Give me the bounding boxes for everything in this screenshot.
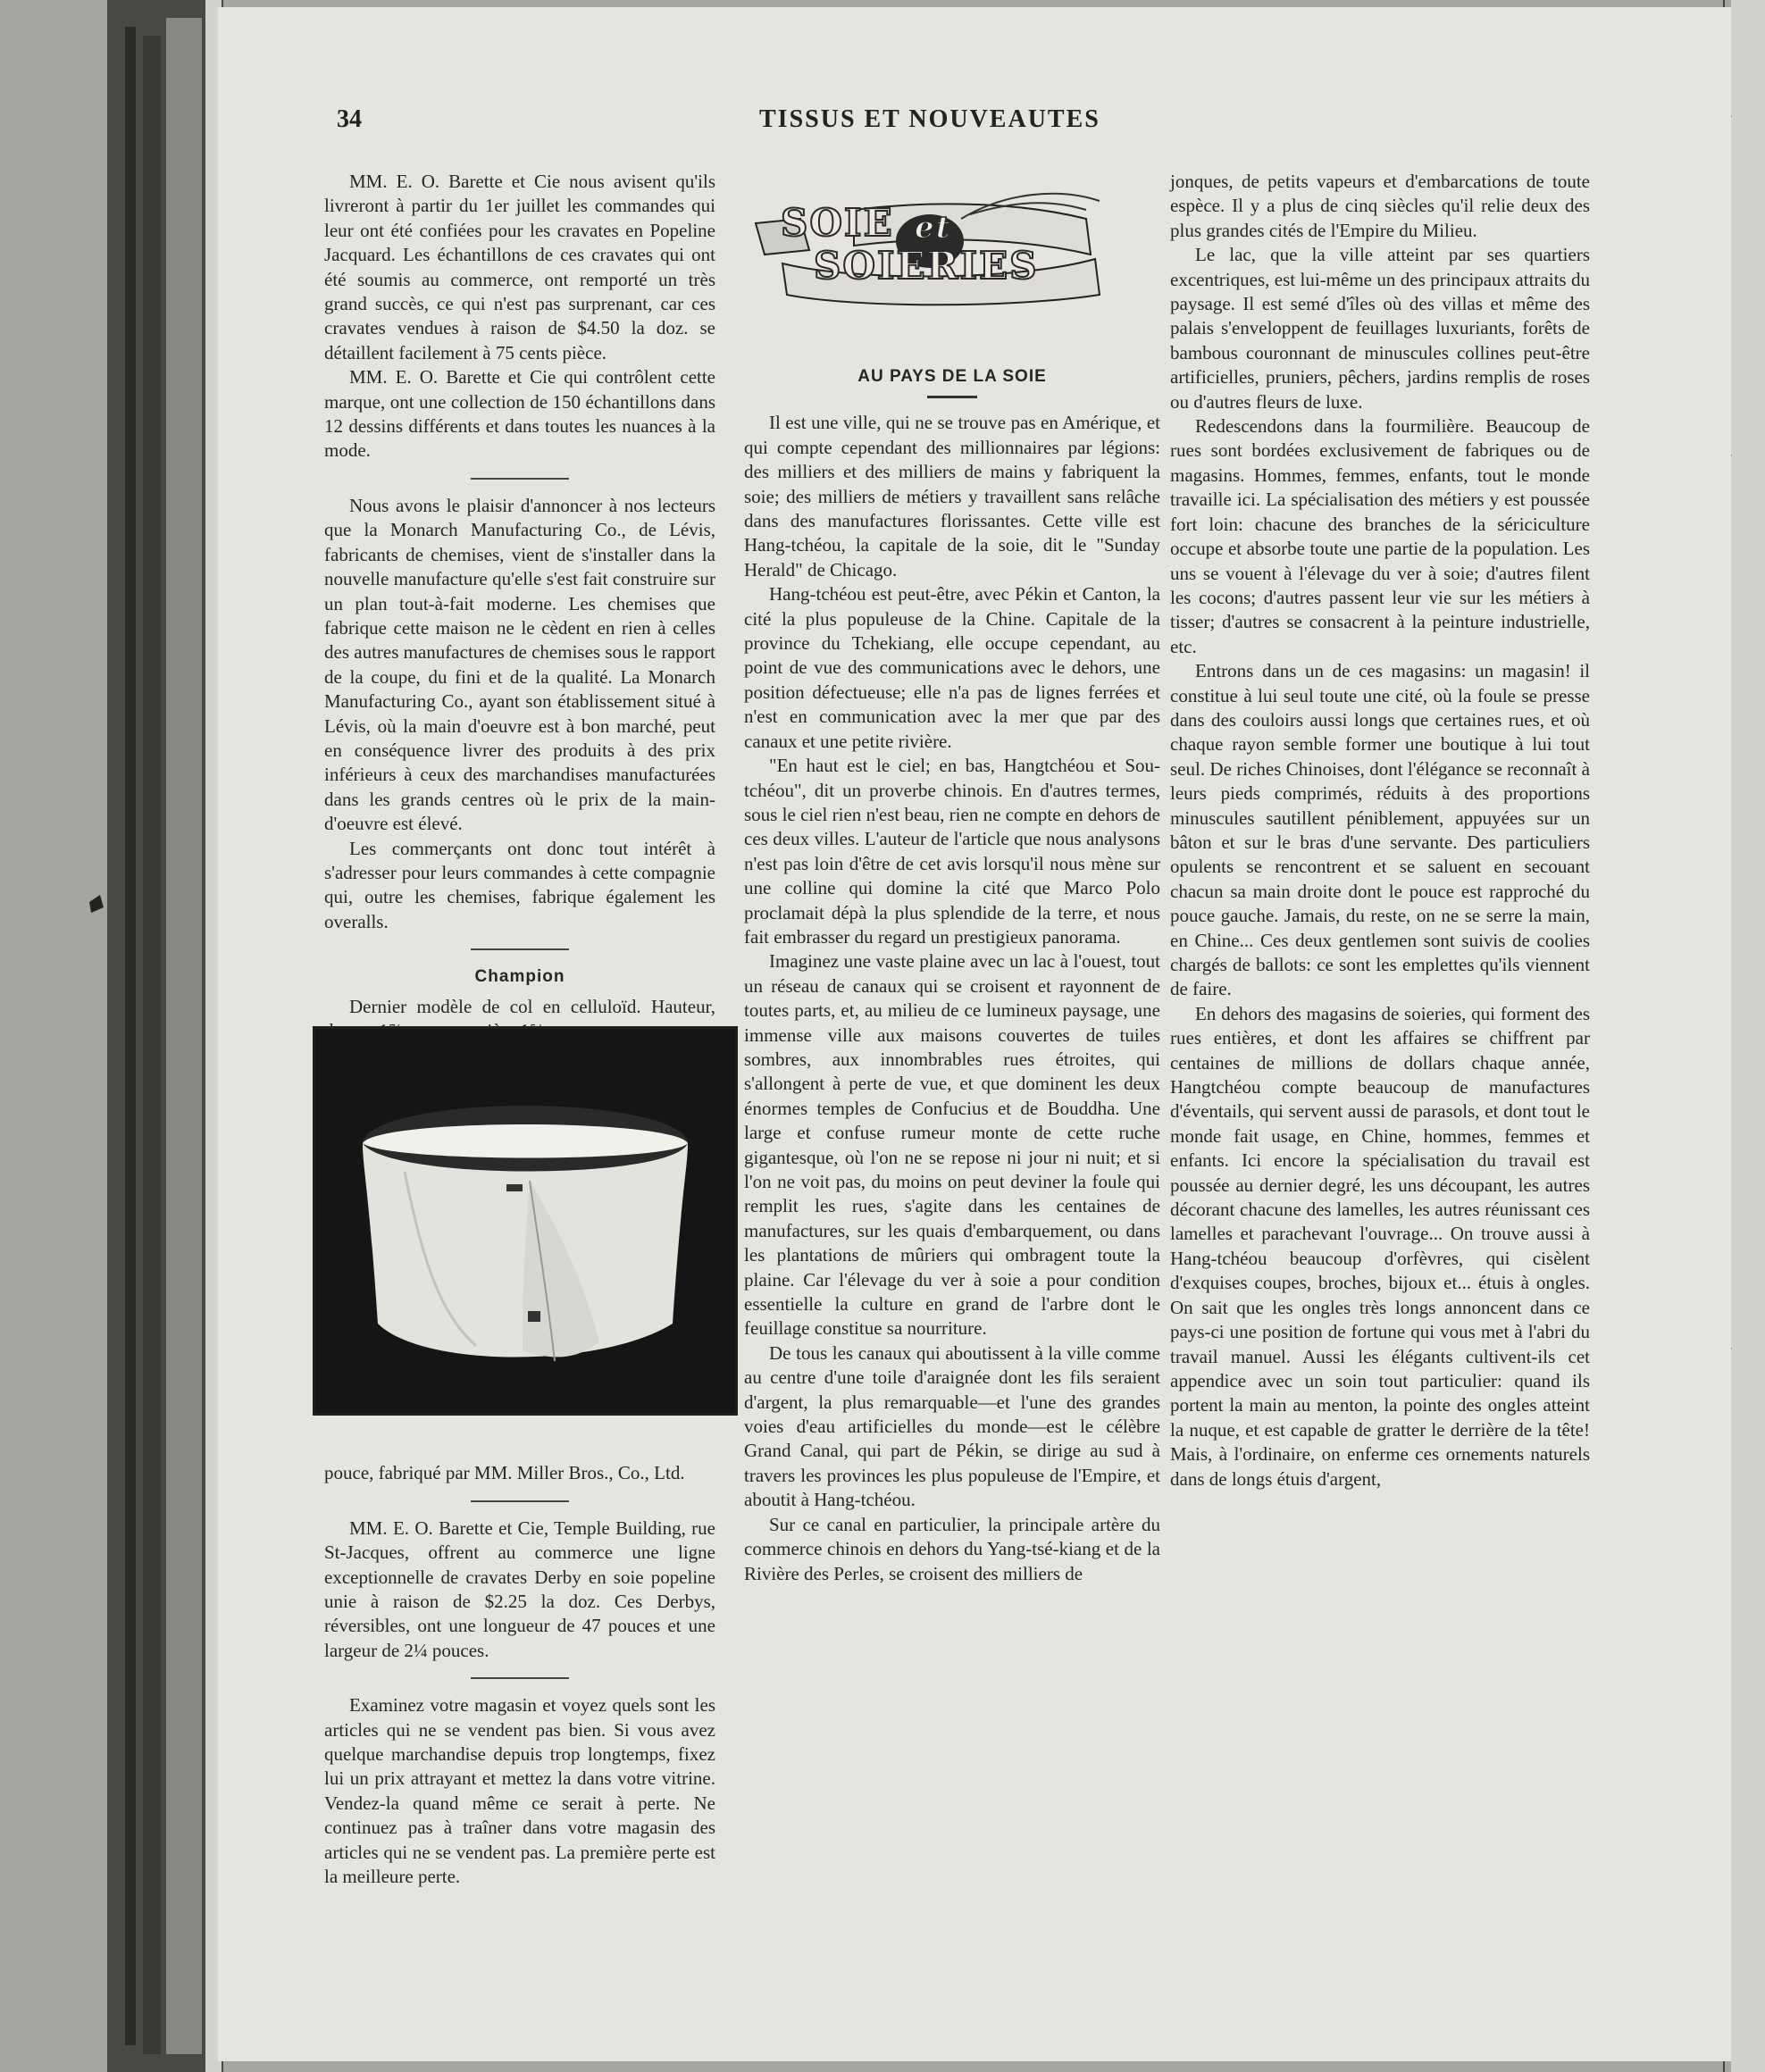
paragraph-magasin: Entrons dans un de ces magasins: un magasin! il constitue à lui seul toute une cité, où la foule se presse dans des couloirs aussi longs que certaines rues, et où chaque rayon semble former une boutique à lui tout seul. De riches Chinoises, dont l'élégance se reconnaît à leurs pieds comprimés, réduits à des proportions minuscules sautillent péniblement, appuyées sur un bâton et sur le bras d'une servante. Des particuliers opulents se rencontrent et se saluent en secouant chacun sa main droite dont le pouce est rapproché du pouce gauche. Jamais, du reste, on ne se serre la main, en Chine... Ces deux gentlemen sont suivis de coolies chargés de ballots: ce sont les emplettes qu'ils viennent de faire. — [1170, 660, 1590, 1000]
paragraph-plaine: Imaginez une vaste plaine avec un lac à l'ouest, tout un réseau de canaux qui se croisent et rayonnent de toutes parts, et, au milieu de ce lumineux paysage, une immense ville aux maisons couvertes de tuiles sombres, aux innombrables rues étroites, qui s'allongent à perte de vue, et que dominent les deux énormes temples de Confucius et de Bouddha. Une large et confuse rumeur monte de cette ruche gigantesque, où l'on ne se repose ni jour ni nuit; et si l'on ne voit pas, du moins on peut deviner la foule qui remplit les rues, s'agite dans les centaines de manufactures, sur les quais d'embarquement, ou dans les plantations de mûriers qui ombragent toute la plaine. Car l'élevage du ver à soie a pour condition essentielle la culture en grand de l'arbre dont le feuillage constitue sa nourriture. — [744, 950, 1160, 1340]
paragraph-jonques: jonques, de petits vapeurs et d'embarcations de toute espèce. Il y a plus de cinq siècles qu'il relie deux des plus grandes cités de l'Empire du Milieu. — [1170, 171, 1590, 241]
paragraph-examinez: Examinez votre magasin et voyez quels sont les articles qui ne se vendent pas bien. Si vous avez quelque marchandise depuis trop longtemps, fixez lui un prix attrayant et mettez la dans votre vitrine. Vendez-la quand même ce serait à perte. Ne continuez pas à traîner dans votre magasin des articles qui ne se vendent pas. La première perte est la meilleure perte. — [324, 1694, 715, 1888]
banner-word-soie: SOIE — [781, 201, 894, 245]
running-title: TISSUS ET NOUVEAUTES — [759, 105, 1100, 133]
banner-word-soieries: SOIERIES — [814, 244, 1039, 288]
champion-caption: pouce, fabriqué par MM. Miller Bros., Co., Ltd. — [324, 1462, 685, 1484]
paragraph-barette-collection: MM. E. O. Barette et Cie qui contrôlent cette marque, ont une collection de 150 échantillons dans 12 dessins différents et dans toutes les nuances à la mode. — [324, 366, 715, 462]
paragraph-eventails: En dehors des magasins de soieries, qui forment des rues entières, et dont les affaires se chiffrent par centaines de millions de dollars chaque année, Hangtchéou compte beaucoup de manufactures d'éventails, qui servent aussi de parasols, et dont tout le monde fait usage, en Chine, hommes, femmes et enfants. Ici encore la spécialisation du travail est poussée au dernier degré, les uns découpant, les autres décorant chacune des lamelles, les autres réunissant ces lamelles et parachevant l'ouvrage... On trouve aussi à Hang-tchéou beaucoup d'orfèvres, qui cisèlent d'exquises coupes, broches, bijoux et... étuis à ongles. On sait que les ongles très longs annoncent dans ce pays-ci une position de fortune qui vous met à l'abri du travail manuel. Aussi les élégants cultivent-ils cet appendice avec un soin tout particulier: quand ils portent la main au menton, la pointe des ongles atteint la nuque, et est capable de gratter le derrière de la tête! Mais, à l'ordinaire, on enferme ces ornements naturels dans de longs étuis d'argent, — [1170, 1002, 1590, 1490]
champion-description: Dernier modèle de col en celluloïd. Hauteur, — [349, 995, 715, 1017]
paragraph-canal: Sur ce canal en particulier, la principale artère du commerce chinois en dehors du Yang-tsé-kiang et de la Rivière des Perles, se croisent des milliers de — [744, 1513, 1160, 1584]
paragraph-commercants: Les commerçants ont donc tout intérêt à s'adresser pour leurs commandes à cette compagnie qui, outre les chemises, fabrique également les overalls. — [324, 837, 715, 932]
banner-word-et: et — [915, 210, 952, 246]
separator-rule — [471, 1677, 569, 1679]
column-2 — [744, 359, 1160, 1586]
paragraph-canaux: De tous les canaux qui aboutissent à la ville comme au centre d'une toile d'araignée dont les fils seraient d'argent, la plus remarquable—et l'une des grandes voies d'eau artificielles du monde—est le célèbre Grand Canal, qui part de Pékin, se dirige au sud à travers les provinces les plus populeuse de l'Empire, et aboutit à Hang-tchéou. — [744, 1341, 1160, 1511]
separator-rule — [471, 478, 569, 480]
page-number: 34 — [337, 105, 362, 133]
paragraph-barette-popeline: MM. E. O. Barette et Cie nous avisent qu'ils livreront à partir du 1er juillet les commandes qui leur ont été confiées pour les cravates en Popeline Jacquard. Les échantillons de ces cravates qui ont été soumis au commerce, ont remporté un très grand succès, ce qui n'est pas surprenant, car ces cravates vendues à raison de $4.50 la doz. se détaillent facilement à 75 cents pièce. — [324, 171, 715, 363]
article-heading: AU PAYS DE LA SOIE — [857, 367, 1047, 386]
paragraph-lac: Le lac, que la ville atteint par ses quartiers excentriques, est lui-même un des principaux attraits du paysage. Il est semé d'îles où des villas et même des palais s'enveloppent de feuillages luxuriants, forêts de bambous couronnant de minuscules collines peut-être artificielles, pruniers, pêchers, jardins remplis de roses ou d'autres fleurs de luxe. — [1170, 244, 1590, 413]
paragraph-hangtcheou: Hang-tchéou est peut-être, avec Pékin et Canton, la cité la plus populeuse de la Chine. Capitale de la province du Tchekiang, elle occupe cependant, au point de vue des communications avec le dehors, une position défectueuse; elle n'a pas de lignes ferrées et n'est en communication avec la mer que par des canaux et une petite rivière. — [744, 583, 1160, 752]
paragraph-barette-derby: MM. E. O. Barette et Cie, Temple Building, rue St-Jacques, offrent au commerce une ligne exceptionnelle de cravates Derby en soie popeline unie à raison de $2.25 la doz. Ces Derbys, réversibles, ont une longueur de 47 pouces et une largeur de 2¼ pouces. — [324, 1516, 715, 1661]
paragraph-fourmiliere: Redescendons dans la fourmilière. Beaucoup de rues sont bordées exclusivement de fabriques ou de magasins. Hommes, femmes, enfants, tout le monde travaille ici. La spécialisation des métiers y est poussée fort loin: chacune des branches de la sériciculture occupe et absorbe toute une partie de la population. Les uns se vouent à l'élevage du ver à soie; d'autres filent les cocons; d'autres passent leur vie sur les métiers à tisser; d'autres se consacrent à la peinture industrielle, etc. — [1170, 415, 1590, 657]
paragraph-ville: Il est une ville, qui ne se trouve pas en Amérique, et qui compte cependant des millionnaires par légions: des milliers et des milliers de mains y fabriquent la soie; des milliers de métiers y travaillent sans relâche dans des manufactures florissantes. Cette ville est Hang-tchéou, la capitale de la soie, dit le "Sunday Herald" de Chicago. — [744, 412, 1160, 581]
paragraph-monarch: Nous avons le plaisir d'annoncer à nos lecteurs que la Monarch Manufacturing Co., de Lévis, fabricants de chemises, vient de s'installer dans la nouvelle manufacture qu'elle s'est fait construire sur un plan tout-à-fait moderne. Les chemises que fabrique cette maison ne le cèdent en rien à celles des autres manufactures de chemises sous le rapport de la coupe, du fini et de la qualité. La Monarch Manufacturing Co., ayant son établissement situé à Lévis, où la main d'oeuvre est à bon marché, peut en conséquence livrer des produits à des prix inférieurs à ceux des marchandises manufacturées dans les grands centres où le prix de la main-d'oeuvre est élevé. — [324, 494, 715, 835]
champion-heading: Champion — [474, 967, 565, 987]
paragraph-proverbe: "En haut est le ciel; en bas, Hangtchéou et Sou-tchéou", dit un proverbe chinois. En d'autres termes, sous le ciel rien n'est beau, rien ne compte en dehors de ces deux villes. L'auteur de l'article que nous analysons n'est pas loin d'être de cet avis lorsqu'il nous mène sur une colline qui domine la cité que Marco Polo proclamait dépà la plus splendide de la terre, et nous fait embrasser du regard un prestigieux panorama. — [744, 755, 1160, 948]
celluloid-collar-photo — [313, 1026, 738, 1416]
soie-et-soieries-banner — [747, 183, 1113, 308]
separator-rule — [471, 948, 569, 950]
column-3 — [1170, 170, 1590, 1491]
heading-rule — [927, 396, 977, 398]
separator-rule — [471, 1500, 569, 1502]
